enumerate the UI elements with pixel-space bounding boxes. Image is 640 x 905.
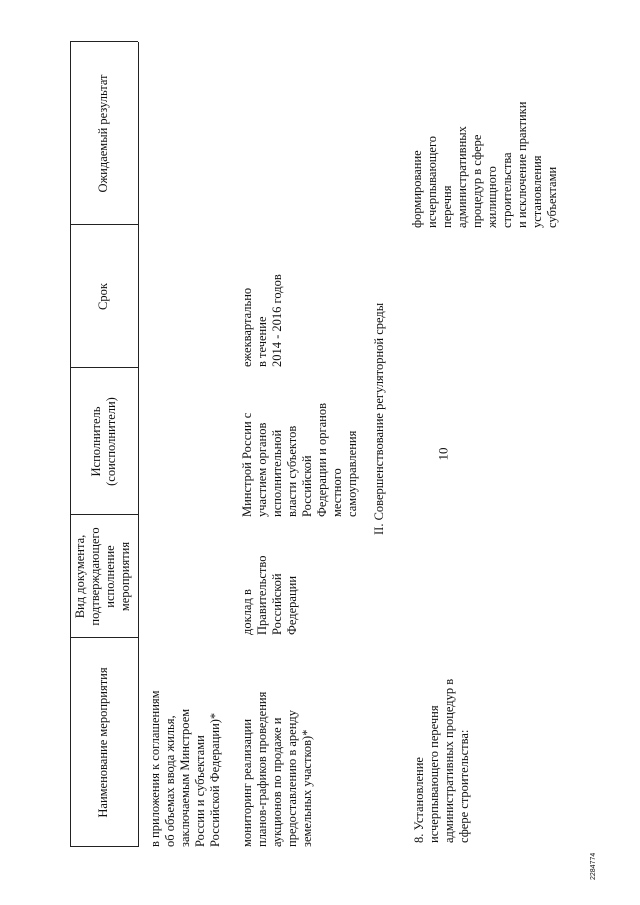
row2-executor-line: Российской: [300, 455, 314, 517]
row3-result: [410, 102, 560, 228]
row3-result-line: строительства: [500, 152, 514, 228]
header-bottom-border: [138, 42, 139, 847]
header-executor-line: (соисполнители): [104, 397, 118, 486]
row2-name: [240, 692, 315, 847]
header-term: [96, 225, 111, 368]
page-number: 10: [435, 447, 451, 461]
row2-name-line: планов-графиков проведения: [255, 691, 269, 847]
table-top-border: [70, 42, 71, 847]
row2-executor-line: местного: [330, 468, 344, 517]
row2-document-line: доклад в: [240, 589, 254, 635]
row1-name-line: России и субъектами: [193, 735, 207, 847]
row3-result-line: исчерпывающего: [425, 135, 439, 228]
row1-name-line: об объемах ввода жилья,: [163, 715, 177, 847]
row3-result-line: формирование: [410, 150, 424, 228]
row2-executor-line: Федерации и органов: [315, 403, 329, 517]
row1-name: [148, 690, 223, 847]
header-name: [96, 638, 111, 847]
header-document: [73, 515, 133, 638]
header-result: [96, 42, 111, 225]
row2-executor: [240, 403, 360, 517]
row3-result-line: и исключение практики: [515, 101, 529, 228]
row2-executor-line: власти субъектов: [285, 425, 299, 517]
row3-name-line: административных процедур в: [442, 678, 456, 843]
section-title: II. Совершенствование регуляторной среды: [372, 302, 386, 535]
row2-executor-line: Минстрой России с: [240, 412, 254, 517]
header-executor-line: Исполнитель: [89, 406, 103, 477]
row2-executor-line: участием органов: [255, 422, 269, 517]
row3-name-line: 8. Установление: [412, 757, 426, 843]
header-result-line: Ожидаемый результат: [96, 74, 110, 193]
row2-term-line: ежеквартально: [240, 287, 254, 367]
row2-document-line: Российской: [270, 573, 284, 635]
header-term-line: Срок: [96, 283, 110, 310]
row3-name-line: исчерпывающего перечня: [427, 705, 441, 843]
header-executor: [89, 368, 119, 515]
document-id: 2284774: [590, 852, 597, 880]
row3-result-line: установления: [530, 155, 544, 228]
row2-name-line: мониторинг реализации: [240, 718, 254, 847]
row3-name: [412, 679, 472, 843]
row2-document-line: Правительство: [255, 555, 269, 635]
header-document-line: Вид документа,: [73, 534, 87, 619]
row1-name-line: заключаемым Минстроем: [178, 708, 192, 847]
header-document-line: подтверждающего: [88, 527, 102, 626]
row2-executor-line: исполнительной: [270, 429, 284, 517]
row2-document-line: Федерации: [285, 575, 299, 635]
rotated-table: [70, 40, 580, 865]
header-document-line: исполнение: [103, 545, 117, 608]
header-name-line: Наименование мероприятия: [96, 667, 110, 818]
row2-executor-line: самоуправления: [345, 430, 359, 517]
row2-term-line: 2014 - 2016 годов: [270, 274, 284, 367]
row3-result-line: жилищного: [485, 166, 499, 228]
row1-name-line: в приложения к соглашениям: [148, 690, 162, 847]
row3-result-line: административных: [455, 126, 469, 228]
row3-result-line: субъектами: [545, 166, 559, 228]
header-document-line: мероприятия: [118, 541, 132, 612]
row1-name-line: Российской Федерации)*: [208, 712, 222, 847]
row2-name-line: земельных участков)*: [300, 729, 314, 847]
row2-name-line: аукционов по продаже и: [270, 717, 284, 847]
row3-name-line: сфере строительства:: [457, 729, 471, 843]
row3-result-line: перечня: [440, 185, 454, 228]
row2-document: [240, 556, 300, 635]
row2-term: [240, 274, 285, 367]
row2-term-line: в течение: [255, 316, 269, 367]
row3-result-line: процедур в сфере: [470, 134, 484, 228]
row2-name-line: предоставлению в аренду: [285, 710, 299, 847]
